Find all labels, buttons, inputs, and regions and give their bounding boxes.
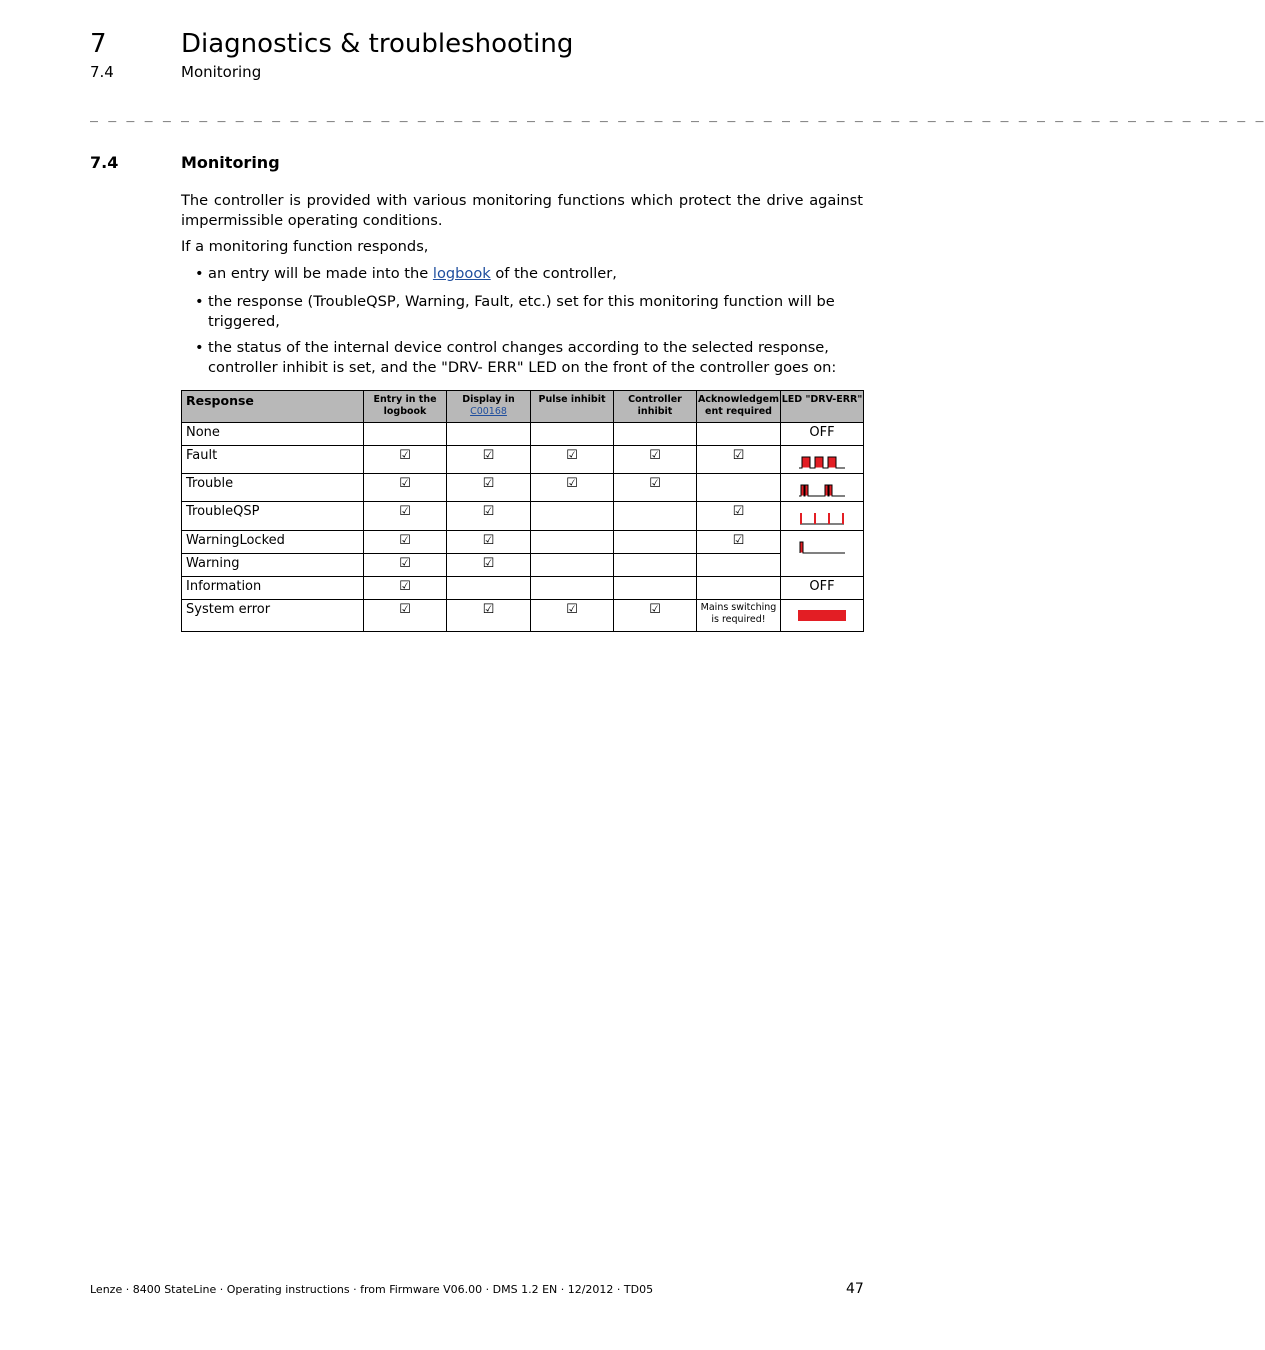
check-icon: ☑	[697, 446, 781, 474]
check-icon: ☑	[447, 474, 531, 502]
controller-cell	[614, 423, 697, 446]
led-cell	[781, 502, 864, 531]
check-icon: ☑	[531, 474, 614, 502]
ack-cell	[697, 474, 781, 502]
row-name: Fault	[182, 446, 364, 474]
header-display-label: Display in	[462, 394, 515, 405]
check-icon: ☑	[531, 600, 614, 632]
check-icon: ☑	[364, 502, 447, 531]
display-cell	[447, 577, 531, 600]
table-row	[182, 423, 864, 446]
chapter-number: 7	[90, 29, 107, 59]
led-blink-fault-icon	[798, 454, 846, 470]
pulse-cell	[531, 577, 614, 600]
display-cell	[447, 423, 531, 446]
check-icon: ☑	[364, 531, 447, 554]
pulse-cell	[531, 423, 614, 446]
intro-paragraph: The controller is provided with various monitoring functions which protect the drive against impermissible operating conditions.	[181, 192, 863, 229]
check-icon: ☑	[364, 554, 447, 577]
check-icon: ☑	[447, 531, 531, 554]
led-blink-troubleqsp-icon	[798, 510, 846, 526]
header-acknowledgement: Acknowledgem ent required	[697, 391, 781, 423]
c00168-link[interactable]: C00168	[470, 406, 507, 417]
led-cell	[781, 531, 864, 577]
entry-cell	[364, 423, 447, 446]
ack-cell	[697, 554, 781, 577]
check-icon: ☑	[364, 474, 447, 502]
check-icon: ☑	[447, 446, 531, 474]
controller-cell	[614, 554, 697, 577]
header-pulse-inhibit: Pulse inhibit	[531, 391, 614, 423]
controller-cell	[614, 502, 697, 531]
header-controller-inhibit: Controller inhibit	[614, 391, 697, 423]
led-cell	[781, 600, 864, 632]
led-cell	[781, 474, 864, 502]
monitoring-response-table	[181, 390, 864, 632]
bullet-text-part: an entry will be made into the	[208, 265, 433, 282]
row-name: None	[182, 423, 364, 446]
lead-sentence: If a monitoring function responds,	[181, 238, 429, 255]
led-on-icon	[798, 608, 846, 622]
row-name: WarningLocked	[182, 531, 364, 554]
header-section-title: Monitoring	[181, 63, 262, 81]
check-icon: ☑	[447, 502, 531, 531]
table-row	[182, 502, 864, 531]
table-header-row	[182, 391, 864, 423]
check-icon: ☑	[447, 554, 531, 577]
table-row	[182, 554, 864, 577]
header-section-number: 7.4	[90, 63, 114, 81]
mains-switching-note: Mains switching is required!	[697, 600, 781, 632]
check-icon: ☑	[697, 502, 781, 531]
led-blink-warning-icon	[798, 539, 846, 555]
row-name: TroubleQSP	[182, 502, 364, 531]
led-blink-trouble-icon	[798, 482, 846, 498]
header-separator: _ _ _ _ _ _ _ _ _ _ _ _ _ _ _ _ _ _ _ _ _ _ _ _ _ _ _ _ _ _ _ _ _ _ _ _ _ _ _ _ _ _ _ _ _ _ _ _ _ _ _ _ _ _ _ _ _ _ _ _ _ _ _ _ _	[90, 108, 1265, 123]
pulse-cell	[531, 554, 614, 577]
table-row	[182, 474, 864, 502]
section-heading: Monitoring	[181, 153, 280, 172]
page-number: 47	[846, 1281, 864, 1297]
footer-text: Lenze · 8400 StateLine · Operating instructions · from Firmware V06.00 · DMS 1.2 EN · 12/2012 · TD05	[90, 1283, 654, 1296]
pulse-cell	[531, 502, 614, 531]
check-icon: ☑	[364, 446, 447, 474]
ack-cell	[697, 577, 781, 600]
check-icon: ☑	[614, 446, 697, 474]
header-display	[447, 391, 531, 423]
controller-cell	[614, 531, 697, 554]
header-led: LED "DRV-ERR"	[781, 391, 864, 423]
table-row	[182, 531, 864, 554]
chapter-title: Diagnostics & troubleshooting	[181, 29, 574, 59]
check-icon: ☑	[364, 577, 447, 600]
bullet-dot: •	[195, 339, 204, 356]
led-cell	[781, 446, 864, 474]
pulse-cell	[531, 531, 614, 554]
section-number: 7.4	[90, 153, 119, 172]
bullet-dot: •	[195, 265, 204, 282]
bullet-text-part: of the controller,	[490, 265, 617, 282]
table-row	[182, 577, 864, 600]
table-row	[182, 446, 864, 474]
led-off: OFF	[781, 577, 864, 600]
ack-cell	[697, 423, 781, 446]
check-icon: ☑	[531, 446, 614, 474]
bullet-text: the status of the internal device control changes according to the selected response, controller inhibit is set, and the "DRV- ERR" LED on the front of the controller goes on:	[208, 339, 837, 376]
check-icon: ☑	[614, 474, 697, 502]
logbook-link[interactable]: logbook	[432, 265, 491, 282]
bullet-dot: •	[195, 293, 204, 310]
header-entry-logbook: Entry in the logbook	[364, 391, 447, 423]
bullet-text: the response (TroubleQSP, Warning, Fault, etc.) set for this monitoring function will be triggered,	[208, 293, 835, 330]
check-icon: ☑	[364, 600, 447, 632]
check-icon: ☑	[697, 531, 781, 554]
header-response: Response	[182, 391, 364, 423]
table-row	[182, 600, 864, 632]
row-name: System error	[182, 600, 364, 632]
row-name: Warning	[182, 554, 364, 577]
controller-cell	[614, 577, 697, 600]
led-off: OFF	[781, 423, 864, 446]
bullet-text	[208, 264, 863, 284]
row-name: Information	[182, 577, 364, 600]
check-icon: ☑	[614, 600, 697, 632]
check-icon: ☑	[447, 600, 531, 632]
row-name: Trouble	[182, 474, 364, 502]
